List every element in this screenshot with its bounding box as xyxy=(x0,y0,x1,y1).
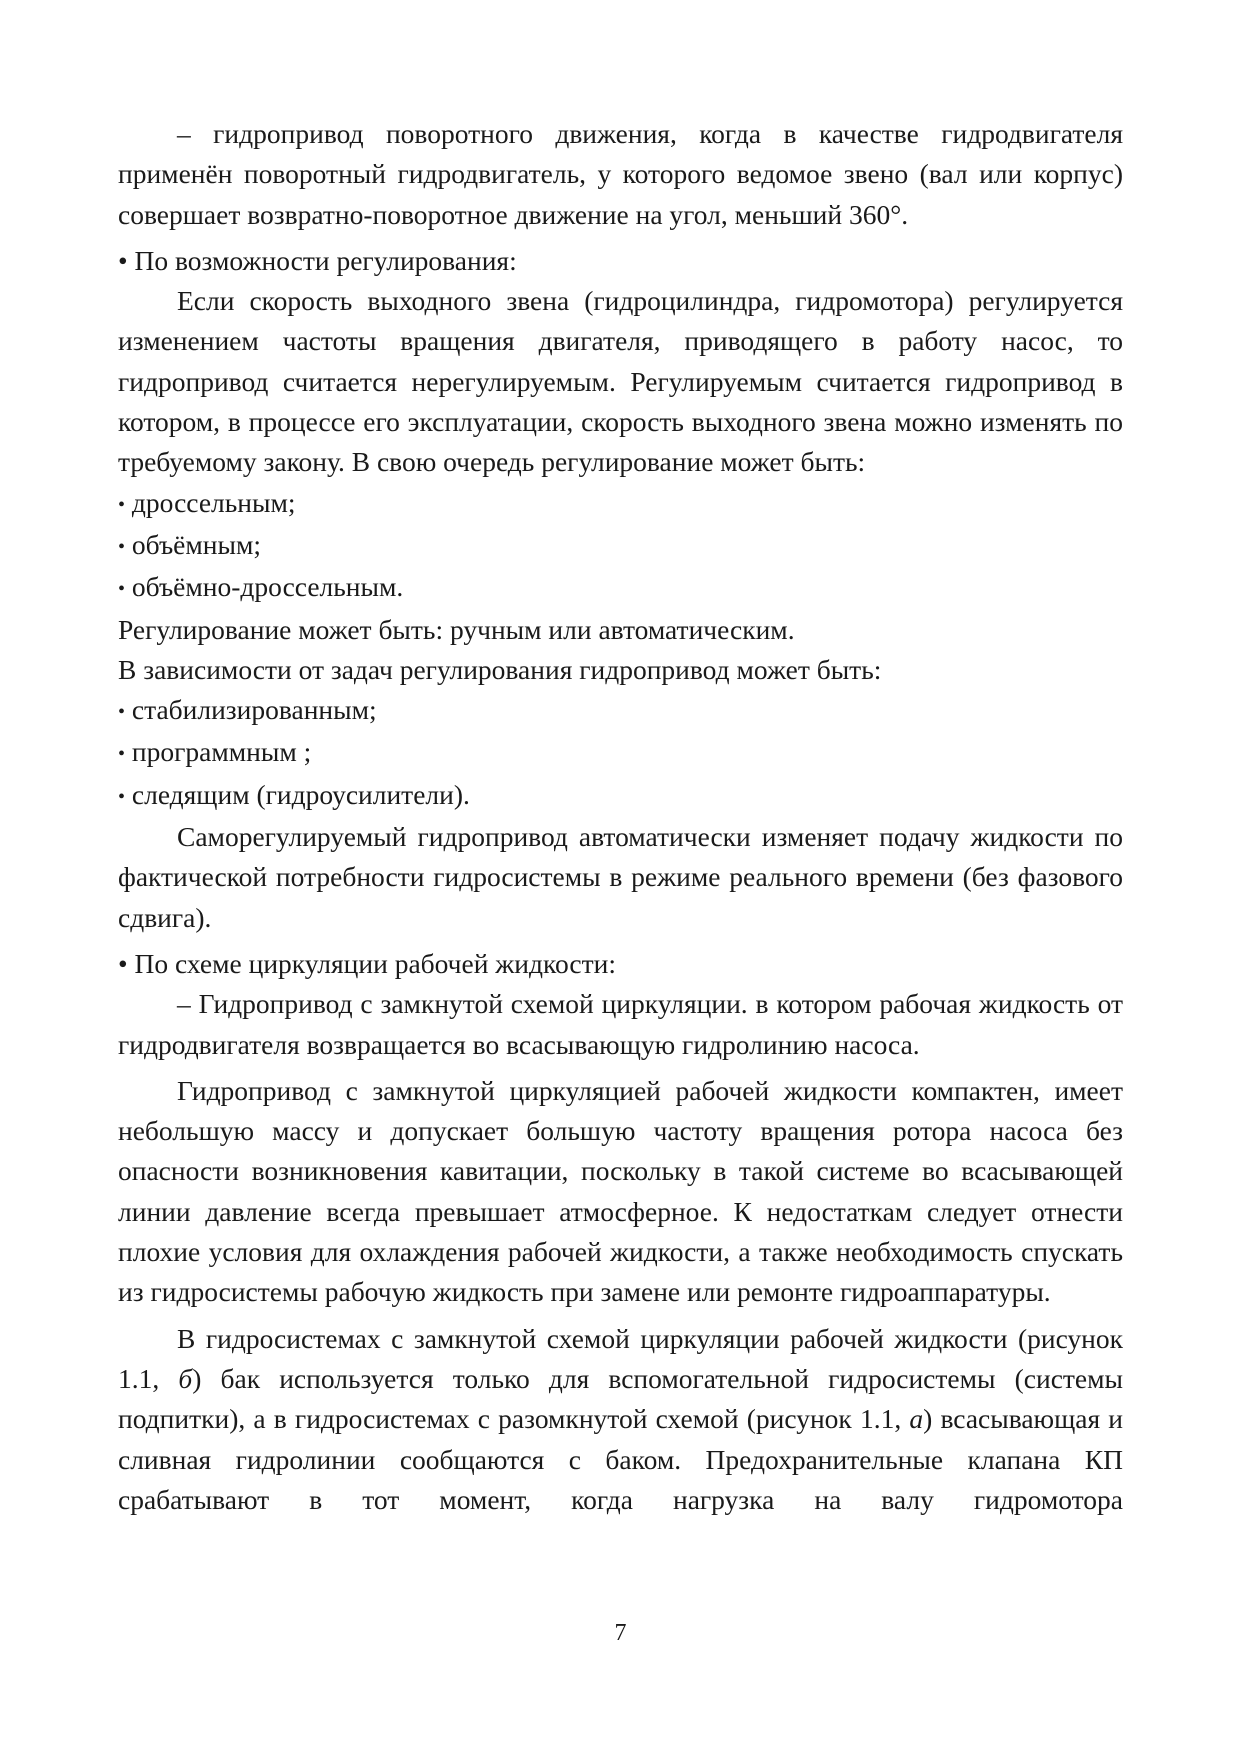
figure-label-a: а xyxy=(909,1403,924,1435)
heading-regulation-text: По возможности регулирования: xyxy=(134,244,517,276)
figure-label-b: б xyxy=(178,1362,193,1394)
list-item xyxy=(118,732,1123,774)
list-item xyxy=(118,775,1123,817)
paragraph-tank-text-2: ) бак используется только для вспомогательной гидросистемы (системы подпитки), а в гидросистемах с разомкнутой схемой (рисунок 1.1, xyxy=(118,1362,1124,1435)
page-number: 7 xyxy=(614,1620,627,1646)
bullet-icon: • xyxy=(118,947,128,979)
body-text xyxy=(118,114,1123,1520)
paragraph-self-regulating: Саморегулируемый гидропривод автоматически изменяет подачу жидкости по фактической потребности гидросистемы в режиме реального времени (без фазового сдвига). xyxy=(118,821,1123,933)
bullet-icon: • xyxy=(118,743,126,766)
list-item xyxy=(118,525,1123,567)
paragraph-regulation: Если скорость выходного звена (гидроцилиндра, гидромотора) регулируется изменением частоты вращения двигателя, приводящего в работу насос, то гидропривод считается нерегулируемым. Регулируемым считается гидропривод в котором, в процессе его эксплуатации, скорость выходного звена можно изменять по требуемому закону. В свою очередь регулирование может быть: xyxy=(118,285,1123,478)
paragraph-tank-text-1: В гидросистемах с замкнутой схемой циркуляции рабочей жидкости (рисунок 1.1, xyxy=(118,1322,1123,1394)
heading-circulation-text: По схеме циркуляции рабочей жидкости: xyxy=(134,947,616,979)
list-item-text: объёмным; xyxy=(131,528,262,560)
paragraph-tank-text-3: ) всасывающая и сливная гидролинии сообщаются с баком. Предохранительные клапана КП срабатывают в тот момент, когда нагрузка на валу гидромотора xyxy=(118,1403,1123,1515)
bullet-icon: • xyxy=(118,701,126,724)
list-item xyxy=(118,483,1123,525)
bullet-icon: • xyxy=(118,785,126,808)
list-item-text: программным ; xyxy=(131,736,312,768)
bullet-heading-circulation xyxy=(118,944,1123,984)
paragraph-task-dependence: В зависимости от задач регулирования гидропривод может быть: xyxy=(118,653,882,685)
paragraph-manual-auto: Регулирование может быть: ручным или автоматическим. xyxy=(118,613,795,645)
bullet-icon: • xyxy=(118,578,126,601)
bullet-heading-regulation xyxy=(118,241,1123,281)
list-item xyxy=(118,567,1123,609)
list-item-text: дроссельным; xyxy=(131,486,296,518)
paragraph-tank-usage xyxy=(118,1319,1123,1520)
bullet-icon: • xyxy=(118,244,128,276)
list-item-text: стабилизированным; xyxy=(131,694,377,726)
paragraph-closed-circuit: – Гидропривод с замкнутой схемой циркуляции. в котором рабочая жидкость от гидродвигателя возвращается во всасывающую гидролинию насоса. xyxy=(118,988,1123,1060)
bullet-icon: • xyxy=(118,493,126,516)
paragraph-rotary-drive: – гидропривод поворотного движения, когда в качестве гидродвигателя применён поворотный гидродвигатель, у которого ведомое звено (вал или корпус) совершает возвратно-поворотное движение на угол, меньший 360°. xyxy=(118,118,1123,230)
list-item-text: следящим (гидроусилители). xyxy=(131,778,470,810)
list-item-text: объёмно-дроссельным. xyxy=(131,571,404,603)
paragraph-closed-circuit-advantages: Гидропривод с замкнутой циркуляцией рабочей жидкости компактен, имеет небольшую массу и допускает большую частоту вращения ротора насоса без опасности возникновения кавитации, поскольку в такой системе во всасывающей линии давление всегда превышает атмосферное. К недостаткам следует отнести плохие условия для охлаждения рабочей жидкости, а также необходимость спускать из гидросистемы рабочую жидкость при замене или ремонте гидроаппаратуры. xyxy=(118,1074,1123,1308)
list-item xyxy=(118,690,1123,732)
bullet-icon: • xyxy=(118,535,126,558)
